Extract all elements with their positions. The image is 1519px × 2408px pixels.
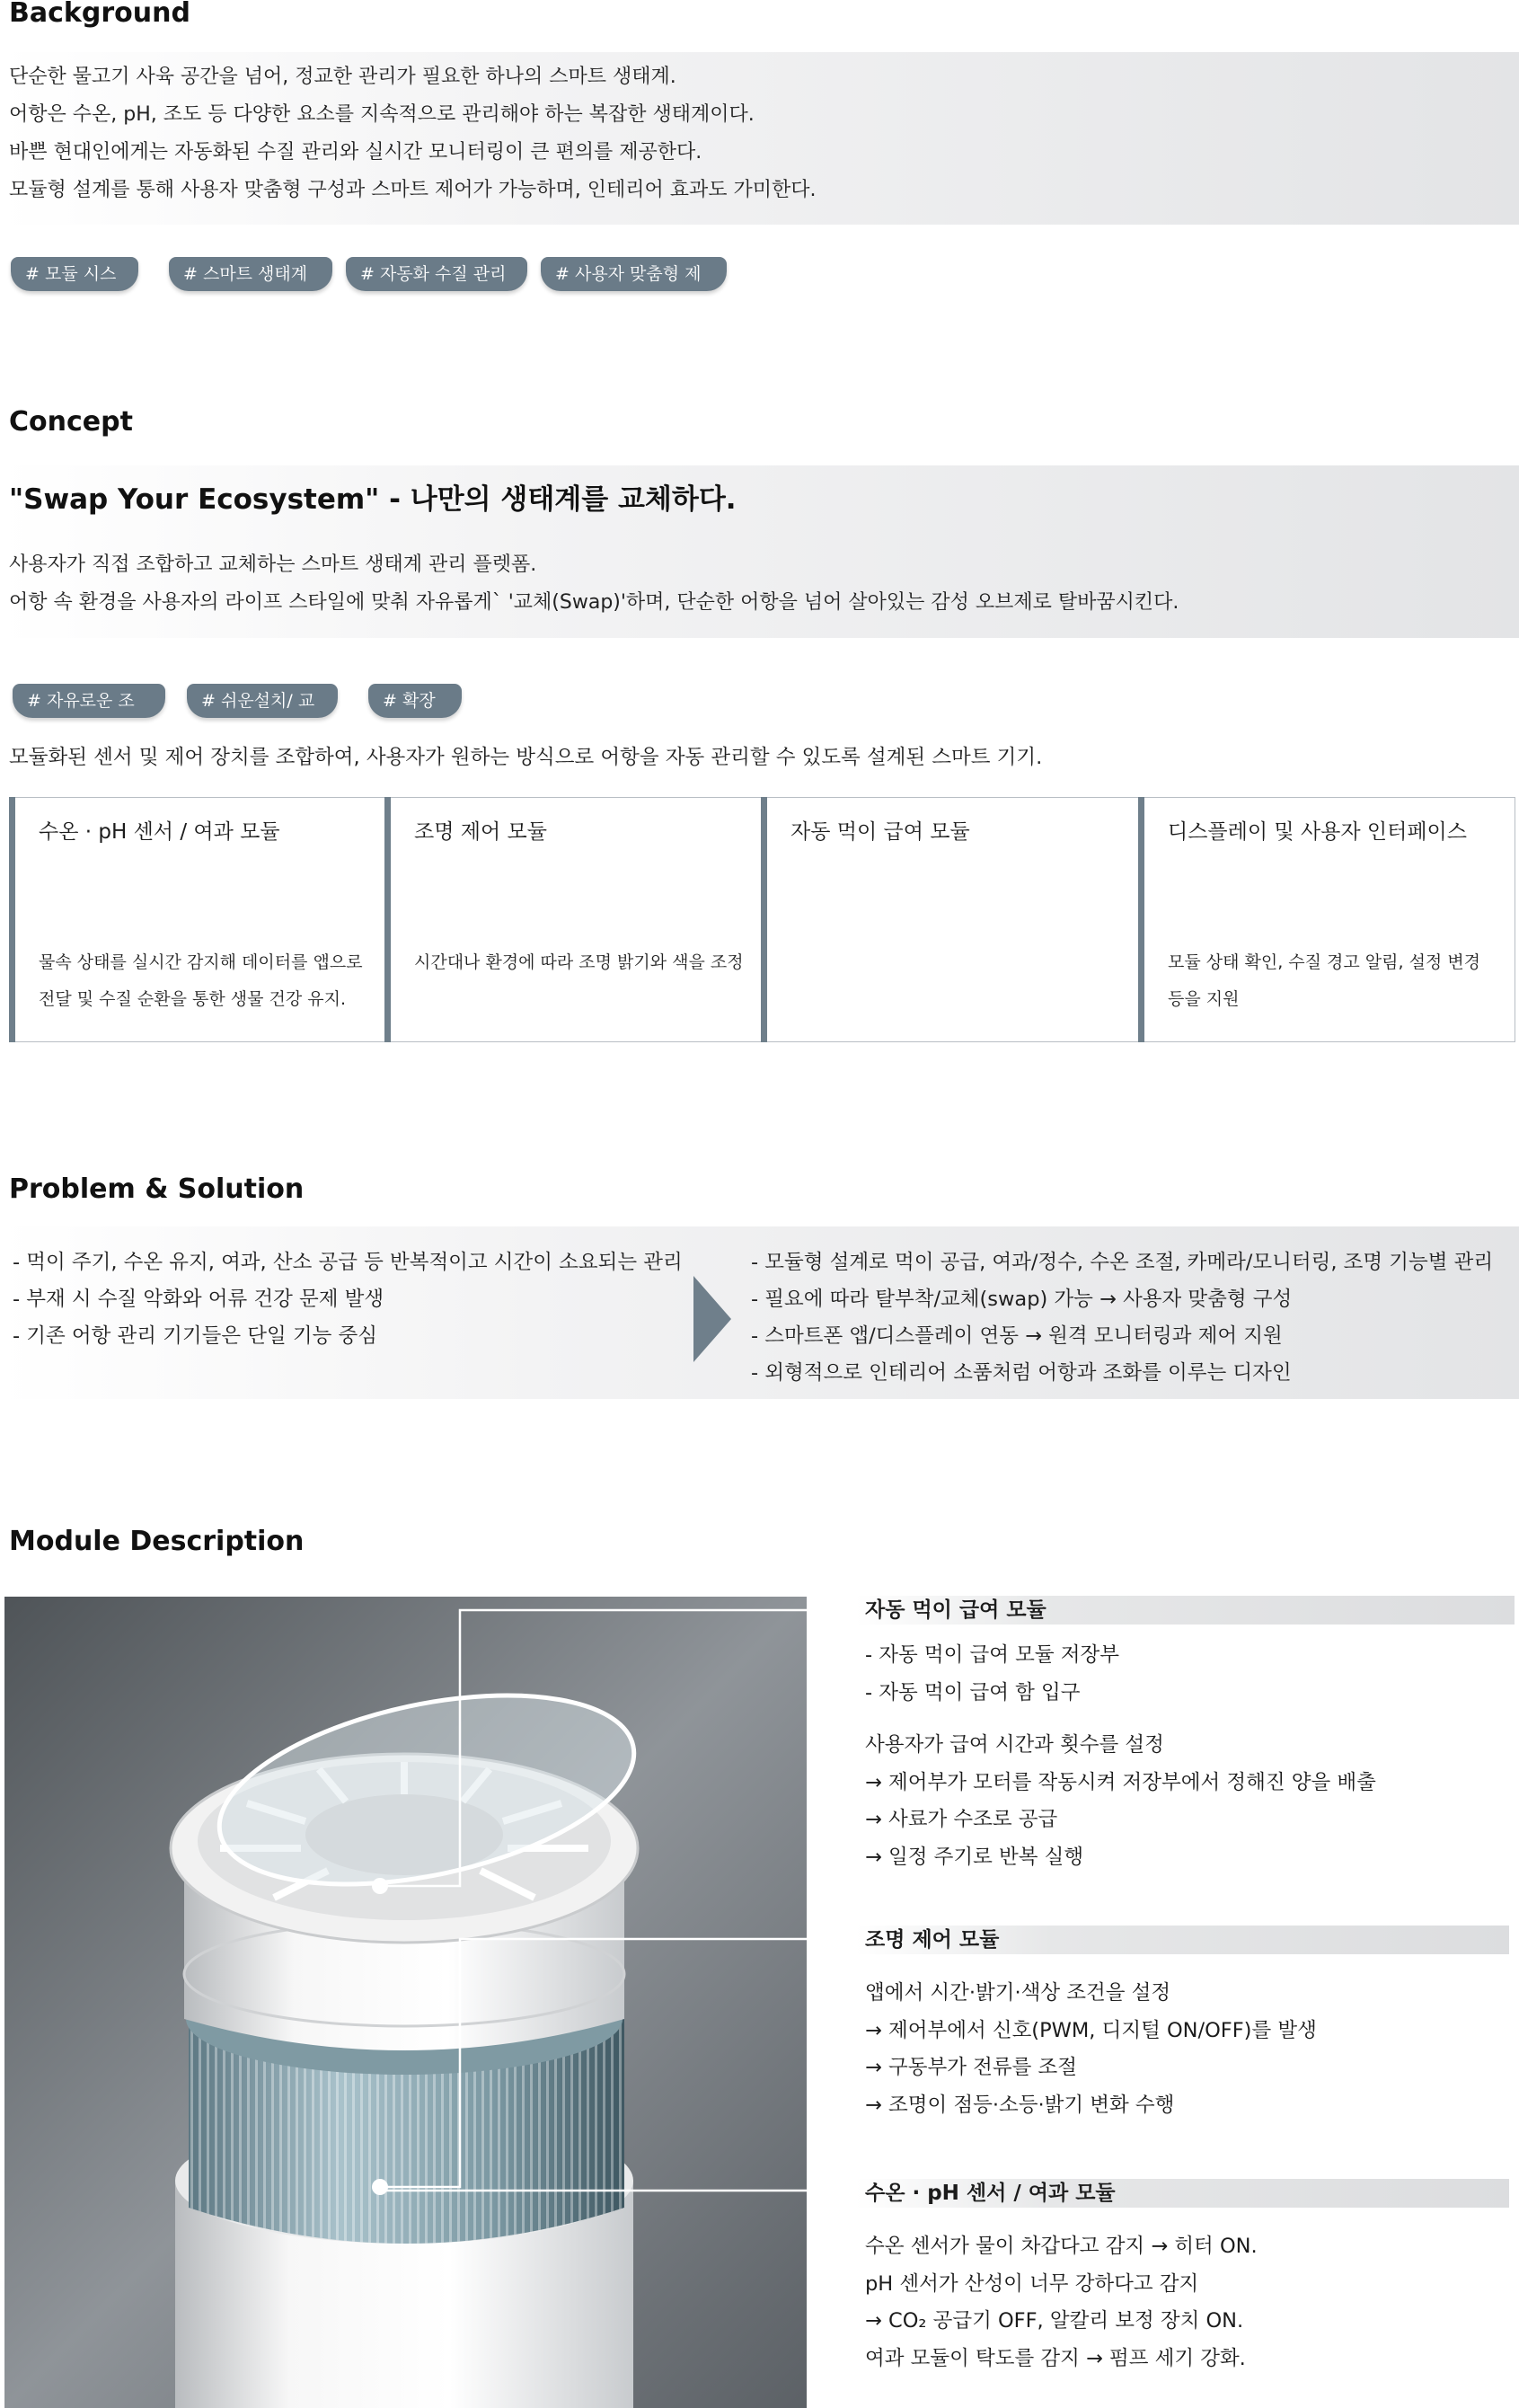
lighting-flow-3: → 구동부가 전류를 조절 <box>865 2056 1077 2079</box>
problem-solution-heading: Problem & Solution <box>9 1173 305 1205</box>
problem-item-1: - 먹이 주기, 수온 유지, 여과, 산소 공급 등 반복적이고 시간이 소요되는 관리 <box>13 1251 683 1274</box>
concept-summary: 모듈화된 센서 및 제어 장치를 조합하여, 사용자가 원하는 방식으로 어항을 자동 관리할 수 있도록 설계된 스마트 기기. <box>9 746 1043 769</box>
module-section-feeder-label: 자동 먹이 급여 모듈 <box>856 1596 1515 1625</box>
solution-item-3: - 스마트폰 앱/디스플레이 연동 → 원격 모니터링과 제어 지원 <box>751 1324 1283 1348</box>
feeder-flow-3: → 사료가 수조로 공급 <box>865 1808 1058 1831</box>
problem-list <box>13 1244 683 1355</box>
module-card-sensor-desc-line2: 전달 및 수질 순환을 통한 생물 건강 유지. <box>39 989 346 1009</box>
arrow-right-icon <box>693 1276 731 1362</box>
solution-item-4: - 외형적으로 인테리어 소품처럼 어항과 조화를 이루는 디자인 <box>751 1361 1292 1385</box>
module-section-lighting-label: 조명 제어 모듈 <box>856 1926 1509 1954</box>
lighting-flow-2: → 제어부에서 신호(PWM, 디지털 ON/OFF)를 발생 <box>865 2018 1317 2042</box>
solution-item-2: - 필요에 따라 탈부착/교체(swap) 가능 → 사용자 맞춤형 구성 <box>751 1288 1293 1311</box>
background-line-1: 단순한 물고기 사육 공간을 넘어, 정교한 관리가 필요한 하나의 스마트 생태계. <box>9 66 676 88</box>
background-heading: Background <box>9 0 190 29</box>
lighting-flow-1: 앱에서 시간·밝기·색상 조건을 설정 <box>865 1981 1171 2005</box>
feeder-flow-1: 사용자가 급여 시간과 횟수를 설정 <box>865 1733 1164 1757</box>
concept-slogan: "Swap Your Ecosystem" - 나만의 생태계를 교체하다. <box>9 483 737 516</box>
module-card-sensor <box>9 797 384 1042</box>
background-line-3: 바쁜 현대인에게는 자동화된 수질 관리와 실시간 모니터링이 큰 편의를 제공한다. <box>9 141 702 164</box>
problem-item-3: - 기존 어항 관리 기기들은 단일 기능 중심 <box>13 1324 377 1348</box>
module-card-display-desc <box>1168 944 1509 1018</box>
module-card-lighting-desc-line1: 시간대나 환경에 따라 조명 밝기와 색을 조정 <box>414 952 744 972</box>
module-card-display <box>1138 797 1515 1042</box>
module-section-sensor-flow <box>865 2228 1258 2377</box>
tag-custom-control: # 사용자 맞춤형 제어 <box>541 257 727 291</box>
feeder-flow-4: → 일정 주기로 반복 실행 <box>865 1845 1084 1869</box>
lighting-flow-4: → 조명이 점등·소등·밝기 변화 수행 <box>865 2093 1175 2117</box>
module-card-lighting <box>384 797 761 1042</box>
tag-smart-ecosystem: # 스마트 생태계 <box>169 257 332 291</box>
module-card-display-desc-line1: 모듈 상태 확인, 수질 경고 알림, 설정 변경 <box>1168 952 1481 972</box>
module-card-lighting-desc <box>414 944 755 981</box>
tag-easy-install: # 쉬운설치/ 교체 <box>187 684 338 718</box>
solution-item-1: - 모듈형 설계로 먹이 공급, 여과/정수, 수온 조절, 카메라/모니터링, 조명 기능별 관리 <box>751 1251 1494 1274</box>
sensor-flow-4: 여과 모듈이 탁도를 감지 → 펌프 세기 강화. <box>865 2346 1246 2370</box>
concept-line-1: 사용자가 직접 조합하고 교체하는 스마트 생태계 관리 플렛폼. <box>9 553 537 576</box>
solution-list <box>751 1244 1493 1392</box>
module-card-display-title: 디스플레이 및 사용자 인터페이스 <box>1168 820 1467 844</box>
module-description-heading: Module Description <box>9 1526 305 1557</box>
module-card-sensor-desc <box>39 944 380 1018</box>
module-section-lighting-flow <box>865 1975 1317 2124</box>
sensor-flow-3: → CO₂ 공급기 OFF, 알칼리 보정 장치 ON. <box>865 2309 1244 2333</box>
sensor-flow-2: pH 센서가 산성이 너무 강하다고 감지 <box>865 2271 1199 2296</box>
module-card-display-desc-line2: 등을 지원 <box>1168 989 1240 1009</box>
problem-item-2: - 부재 시 수질 악화와 어류 건강 문제 발생 <box>13 1288 384 1311</box>
tag-free-combination: # 자유로운 조합 <box>13 684 165 718</box>
module-card-feeder <box>761 797 1138 1042</box>
background-line-2: 어항은 수온, pH, 조도 등 다양한 요소를 지속적으로 관리해야 하는 복잡한 생태계이다. <box>9 103 755 126</box>
module-section-feeder-parts <box>865 1637 1119 1712</box>
concept-heading: Concept <box>9 406 133 438</box>
connector-lines <box>377 1599 808 2192</box>
concept-line-2: 어항 속 환경을 사용자의 라이프 스타일에 맞춰 자유롭게` '교체(Swap)'하며, 단순한 어항을 넘어 살아있는 감성 오브제로 탈바꿈시킨다. <box>9 591 1179 614</box>
concept-text <box>9 546 1179 622</box>
connector-line-sensor <box>377 2183 808 2201</box>
module-card-sensor-title: 수온 · pH 센서 / 여과 모듈 <box>39 820 280 844</box>
background-text <box>9 58 817 209</box>
module-card-sensor-desc-line1: 물속 상태를 실시간 감지해 데이터를 앱으로 <box>39 952 363 972</box>
feeder-part-2: - 자동 먹이 급여 함 입구 <box>865 1680 1081 1704</box>
tag-scalability: # 확장성 <box>368 684 462 718</box>
tag-module-system: # 모듈 시스템 <box>11 257 138 291</box>
tag-auto-water-care: # 자동화 수질 관리 <box>346 257 527 291</box>
feeder-part-1: - 자동 먹이 급여 모듈 저장부 <box>865 1643 1119 1667</box>
feeder-flow-2: → 제어부가 모터를 작동시켜 저장부에서 정해진 양을 배출 <box>865 1770 1376 1794</box>
module-card-lighting-title: 조명 제어 모듈 <box>414 820 547 844</box>
background-line-4: 모듈형 설계를 통해 사용자 맞춤형 구성과 스마트 제어가 가능하며, 인테리어 효과도 가미한다. <box>9 179 817 201</box>
sensor-flow-1: 수온 센서가 물이 차갑다고 감지 → 히터 ON. <box>865 2235 1258 2258</box>
module-section-sensor-label: 수온 · pH 센서 / 여과 모듈 <box>856 2179 1509 2208</box>
module-section-feeder-flow <box>865 1727 1376 1876</box>
module-card-feeder-title: 자동 먹이 급여 모듈 <box>790 820 970 844</box>
